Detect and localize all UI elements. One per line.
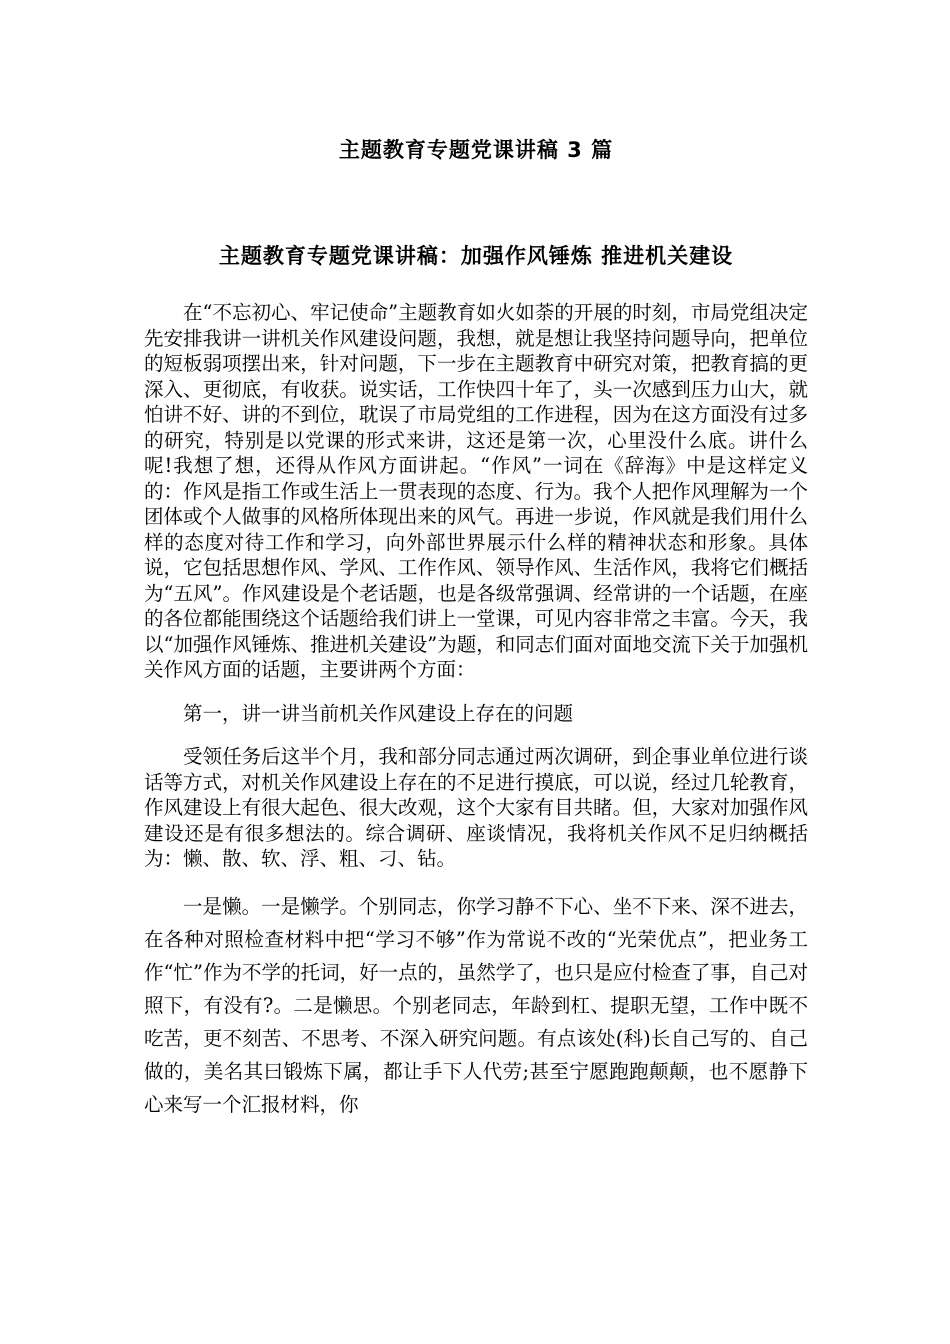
paragraph-investigation: 受领任务后这半个月，我和部分同志通过两次调研，到企事业单位进行谈话等方式，对机关作风建设上存在的不足进行摸底，可以说，经过几轮教育，作风建设上有很大起色、很大改观，这个大家有目共睹。但，大家对加强作风建设还是有很多想法的。综合调研、座谈情况，我将机关作风不足归纳概括为：懒、散、软、浮、粗、刁、钻。 xyxy=(144,745,808,870)
paragraph-laziness: 一是懒。一是懒学。个别同志，你学习静不下心、坐不下来、深不进去，在各种对照检查材料中把“学习不够”作为常说不改的“光荣优点”，把业务工作“忙”作为不学的托词，好一点的，虽然学了，也只是应付检查了事，自己对照下，有没有?。二是懒思。个别老同志，年龄到杠、提职无望，工作中既不吃苦，更不刻苦、不思考、不深入研究问题。有点该处(科)长自己写的、自己做的，美名其曰锻炼下属，都让手下人代劳;甚至宁愿跑跑颠颠，也不愿静下心来写一个汇报材料，你 xyxy=(144,894,808,1116)
section-title: 主题教育专题党课讲稿：加强作风锤炼 推进机关建设 xyxy=(218,244,734,268)
paragraph-intro: 在“不忘初心、牢记使命”主题教育如火如荼的开展的时刻，市局党组决定先安排我讲一讲机关作风建设问题，我想，就是想让我坚持问题导向，把单位的短板弱项摆出来，针对问题，下一步在主题教育中研究对策，把教育搞的更深入、更彻底，有收获。说实话，工作快四十年了，头一次感到压力山大，就怕讲不好、讲的不到位，耽误了市局党组的工作进程，因为在这方面没有过多的研究，特别是以党课的形式来讲，这还是第一次，心里没什么底。讲什么呢!我想了想，还得从作风方面讲起。“作风”一词在《辞海》中是这样定义的：作风是指工作或生活上一贯表现的态度、行为。我个人把作风理解为一个团体或个人做事的风格所体现出来的风气。再进一步说，作风就是我们用什么样的态度对待工作和学习，向外部世界展示什么样的精神状态和形象。具体说，它包括思想作风、学风、工作作风、领导作风、生活作风，我将它们概括为“五风”。作风建设是个老话题，也是各级常强调、经常讲的一个话题，在座的各位都能围绕这个话题给我们讲上一堂课，可见内容非常之丰富。今天，我以“加强作风锤炼、推进机关建设”为题，和同志们面对面地交流下关于加强机关作风方面的话题，主要讲两个方面： xyxy=(144,301,808,681)
document-title: 主题教育专题党课讲稿 3 篇 xyxy=(338,138,614,162)
paragraph-heading-first: 第一，讲一讲当前机关作风建设上存在的问题 xyxy=(183,701,574,725)
